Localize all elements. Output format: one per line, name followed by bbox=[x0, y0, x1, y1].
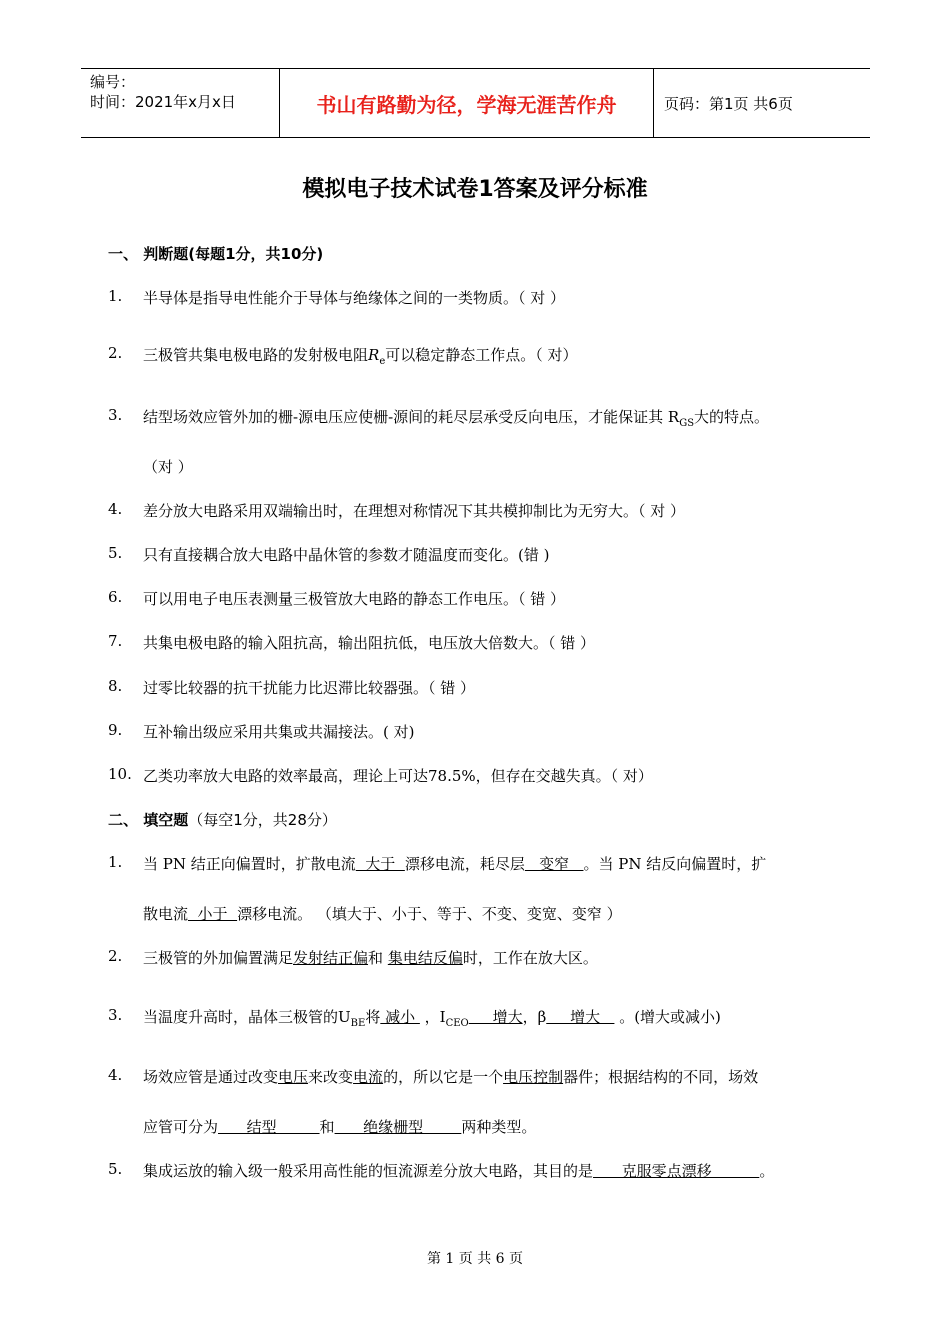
q-text: 乙类功率放大电路的效率最高，理论上可达78.5%，但存在交越失真。（ 对） bbox=[143, 767, 653, 785]
q-number: 6. bbox=[108, 588, 123, 606]
q-text-cont: 应管可分为 结型 和 绝缘栅型 两种类型。 bbox=[143, 1118, 537, 1136]
q-number: 5. bbox=[108, 544, 123, 562]
answer-blank: 小于 bbox=[188, 905, 238, 923]
q-number: 8. bbox=[108, 677, 123, 695]
q-number: 2. bbox=[108, 344, 123, 362]
q-text: 当温度升高时，晶体三极管的$U_{BE}$将 减小 ，$I_{CEO}$ 增大，β 增大 。(增大或减小) bbox=[143, 1008, 721, 1029]
answer-blank: 变窄 bbox=[524, 855, 584, 873]
answer-blank: 大于 bbox=[355, 855, 405, 873]
q-text-cont: 散电流 小于 漂移电流。 （填大于、小于、等于、不变、变宽、变窄 ） bbox=[143, 905, 622, 923]
q-text: 结型场效应管外加的栅-源电压应使栅-源间的耗尽层承受反向电压，才能保证其 $R_{GS}$大的特点。 bbox=[143, 408, 770, 429]
document-title: 模拟电子技术试卷1答案及评分标准 bbox=[302, 177, 648, 202]
date-label: 时间：2021年x月x日 bbox=[90, 93, 236, 111]
answer-blank: 电压控制 bbox=[503, 1068, 564, 1086]
section2-heading: 二、 填空题（每空1分，共28分） bbox=[108, 811, 337, 829]
section1-heading: 一、 判断题(每题1分，共10分) bbox=[108, 245, 324, 263]
answer-blank: 发射结正偏 bbox=[293, 949, 369, 967]
q-text: 半导体是指导电性能介于导体与绝缘体之间的一类物质。（ 对 ） bbox=[143, 289, 566, 307]
q-number: 3. bbox=[108, 1006, 123, 1024]
answer-blank: 增大 bbox=[468, 1008, 523, 1026]
answer-blank: 绝缘栅型 bbox=[334, 1118, 462, 1136]
q-text: 三极管的外加偏置满足发射结正偏和 集电结反偏时，工作在放大区。 bbox=[143, 949, 598, 967]
q-number: 9. bbox=[108, 721, 123, 739]
answer-blank: 结型 bbox=[218, 1118, 320, 1136]
q-text: 场效应管是通过改变电压来改变电流的，所以它是一个电压控制器件；根据结构的不同，场效 bbox=[143, 1068, 759, 1086]
code-label: 编号： bbox=[90, 73, 136, 91]
q-number: 4. bbox=[108, 1066, 123, 1084]
q-text-cont: （对 ） bbox=[143, 458, 193, 476]
motto: 书山有路勤为径，学海无涯苦作舟 bbox=[280, 69, 654, 137]
answer-blank: 减小 bbox=[380, 1008, 420, 1026]
q-number: 1. bbox=[108, 287, 123, 305]
q-number: 5. bbox=[108, 1160, 123, 1178]
q-text: 互补输出级应采用共集或共漏接法。( 对) bbox=[143, 723, 415, 741]
answer-blank: 集电结反偏 bbox=[387, 949, 463, 967]
q-number: 10. bbox=[108, 765, 132, 783]
q-number: 2. bbox=[108, 947, 123, 965]
q-number: 4. bbox=[108, 500, 123, 518]
q-text: 过零比较器的抗干扰能力比迟滞比较器强。（ 错 ） bbox=[143, 679, 476, 697]
q-text: 共集电极电路的输入阻抗高，输出阻抗低，电压放大倍数大。（ 错 ） bbox=[143, 634, 596, 652]
q-text: 集成运放的输入级一般采用高性能的恒流源差分放大电路，其目的是 克服零点漂移 。 bbox=[143, 1162, 775, 1180]
q-text: 差分放大电路采用双端输出时，在理想对称情况下其共模抑制比为无穷大。（ 对 ） bbox=[143, 502, 686, 520]
q-text: 当 PN 结正向偏置时，扩散电流 大于 漂移电流，耗尽层 变窄 。当 PN 结反向偏置时，扩 bbox=[143, 855, 767, 873]
q-text: 三极管共集电极电路的发射极电阻$R_e$可以稳定静态工作点。（ 对） bbox=[143, 346, 578, 367]
q-number: 3. bbox=[108, 406, 123, 424]
q-number: 1. bbox=[108, 853, 123, 871]
answer-blank: 克服零点漂移 bbox=[593, 1162, 760, 1180]
q-text: 只有直接耦合放大电路中晶休管的参数才随温度而变化。(错 ) bbox=[143, 546, 550, 564]
page-info: 页码：第1页 共6页 bbox=[664, 94, 793, 113]
q-number: 7. bbox=[108, 632, 123, 650]
q-text: 可以用电子电压表测量三极管放大电路的静态工作电压。（ 错 ） bbox=[143, 590, 566, 608]
page-footer: 第 1 页 共 6 页 bbox=[426, 1251, 524, 1267]
answer-blank: 电压 bbox=[278, 1068, 309, 1086]
header-left-cell bbox=[81, 69, 280, 137]
answer-blank: 增大 bbox=[546, 1008, 615, 1026]
answer-blank: 电流 bbox=[353, 1068, 384, 1086]
header-table bbox=[81, 68, 870, 138]
